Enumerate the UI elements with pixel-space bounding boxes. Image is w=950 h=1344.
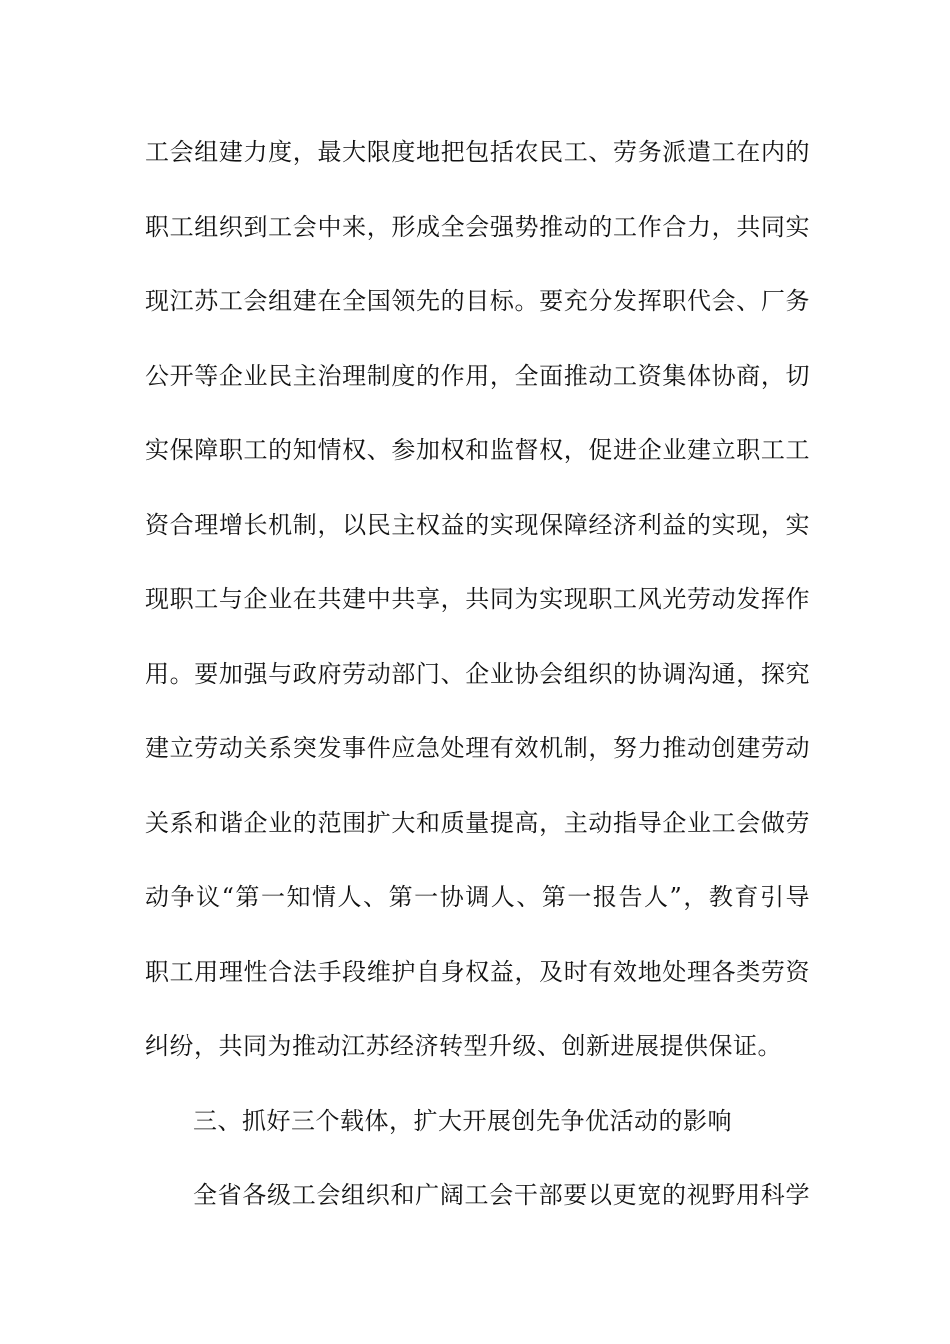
- body-text-line: 关系和谐企业的范围扩大和质量提高，主动指导企业工会做劳: [145, 809, 810, 837]
- body-text-line: 公开等企业民主治理制度的作用，全面推动工资集体协商，切: [145, 362, 810, 390]
- body-text-line: 建立劳动关系突发事件应急处理有效机制，努力推动创建劳动: [145, 734, 810, 762]
- body-text-line: 工会组建力度，最大限度地把包括农民工、劳务派遣工在内的: [145, 138, 810, 166]
- body-text-line: 职工组织到工会中来，形成全会强势推动的工作合力，共同实: [145, 213, 810, 241]
- body-text-line: 资合理增长机制，以民主权益的实现保障经济利益的实现，实: [145, 511, 810, 539]
- paragraph-first-line: 全省各级工会组织和广阔工会干部要以更宽的视野用科学: [193, 1181, 810, 1209]
- body-text-line: 纠纷，共同为推动江苏经济转型升级、创新进展提供保证。: [145, 1032, 782, 1060]
- body-text-line: 动争议“第一知情人、第一协调人、第一报告人”，教育引导: [145, 883, 810, 911]
- body-text-line: 职工用理性合法手段维护自身权益，及时有效地处理各类劳资: [145, 958, 810, 986]
- body-text-line: 现江苏工会组建在全国领先的目标。要充分发挥职代会、厂务: [145, 287, 810, 315]
- body-text-line: 实保障职工的知情权、参加权和监督权，促进企业建立职工工: [145, 436, 810, 464]
- body-text-line: 现职工与企业在共建中共享，共同为实现职工风光劳动发挥作: [145, 585, 810, 613]
- section-heading: 三、抓好三个载体，扩大开展创先争优活动的影响: [193, 1107, 732, 1135]
- body-text-line: 用。要加强与政府劳动部门、企业协会组织的协调沟通，探究: [145, 660, 810, 688]
